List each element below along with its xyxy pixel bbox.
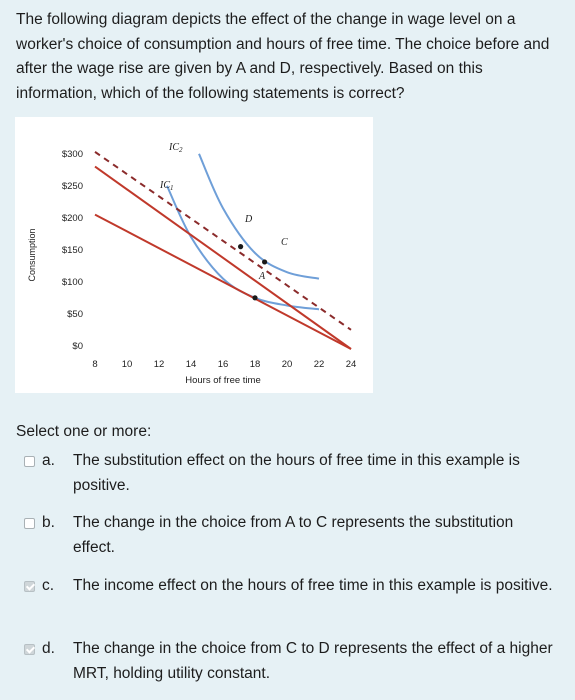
chart-marks [95, 152, 351, 349]
y-tick-200: $200 [61, 213, 83, 224]
option-a-text: The substitution effect on the hours of free time in this example is positive. [73, 452, 520, 494]
option-d[interactable] [24, 637, 554, 686]
y-tick-150: $150 [61, 245, 83, 256]
select-prompt: Select one or more: [16, 423, 152, 440]
point-c [262, 259, 267, 264]
y-tick-0: $0 [72, 341, 83, 352]
option-b-letter: b. [42, 514, 55, 531]
point-c-label: C [281, 237, 288, 248]
x-tick-14: 14 [185, 359, 197, 370]
option-d-letter: d. [42, 640, 55, 657]
point-a-label: A [259, 271, 266, 282]
diagram [15, 117, 373, 393]
option-a-letter: a. [42, 452, 55, 469]
x-tick-24: 24 [345, 359, 357, 370]
option-a[interactable] [24, 449, 554, 498]
point-a [252, 295, 257, 300]
y-axis-label: Consumption [27, 228, 37, 282]
option-d-text: The change in the choice from C to D represents the effect of a higher MRT, holding utility constant. [73, 640, 553, 682]
option-c-letter: c. [42, 577, 55, 594]
option-c-text: The income effect on the hours of free time in this example is positive. [73, 577, 553, 594]
point-d-label: D [245, 214, 253, 225]
x-tick-labels [92, 359, 356, 370]
y-tick-50: $50 [67, 309, 83, 320]
x-tick-10: 10 [121, 359, 133, 370]
indifference-curve-ic2 [199, 154, 319, 279]
question-text: The following diagram depicts the effect of the change in wage level on a worker's choice of consumption and hours of free time. The choice before and after the wage rise are given by A and D, respectively. Based on this information, which of the following statements is correct? [16, 11, 550, 102]
y-tick-labels [62, 149, 83, 352]
ic2-label: $IC_2$ [169, 142, 183, 154]
x-tick-8: 8 [92, 359, 98, 370]
checkbox-d[interactable] [24, 644, 35, 655]
checkbox-a[interactable] [24, 456, 35, 467]
x-tick-18: 18 [249, 359, 261, 370]
x-tick-16: 16 [217, 359, 229, 370]
checkbox-b[interactable] [24, 518, 35, 529]
dashed-budget-line [95, 152, 351, 330]
option-b-text: The change in the choice from A to C represents the substitution effect. [73, 514, 514, 556]
x-tick-20: 20 [281, 359, 293, 370]
ic1-label: $IC_1$ [160, 180, 174, 192]
x-tick-22: 22 [313, 359, 325, 370]
checkbox-c[interactable] [24, 581, 35, 592]
x-tick-12: 12 [153, 359, 165, 370]
option-b[interactable] [24, 511, 554, 560]
y-tick-250: $250 [61, 181, 83, 192]
y-tick-300: $300 [61, 149, 83, 160]
chart-svg [15, 117, 373, 393]
y-tick-100: $100 [61, 277, 83, 288]
x-axis-label: Hours of free time [185, 375, 261, 386]
point-d [238, 244, 243, 249]
budget-line-1 [95, 215, 351, 349]
budget-line-2 [95, 167, 351, 349]
option-c[interactable] [24, 574, 554, 599]
